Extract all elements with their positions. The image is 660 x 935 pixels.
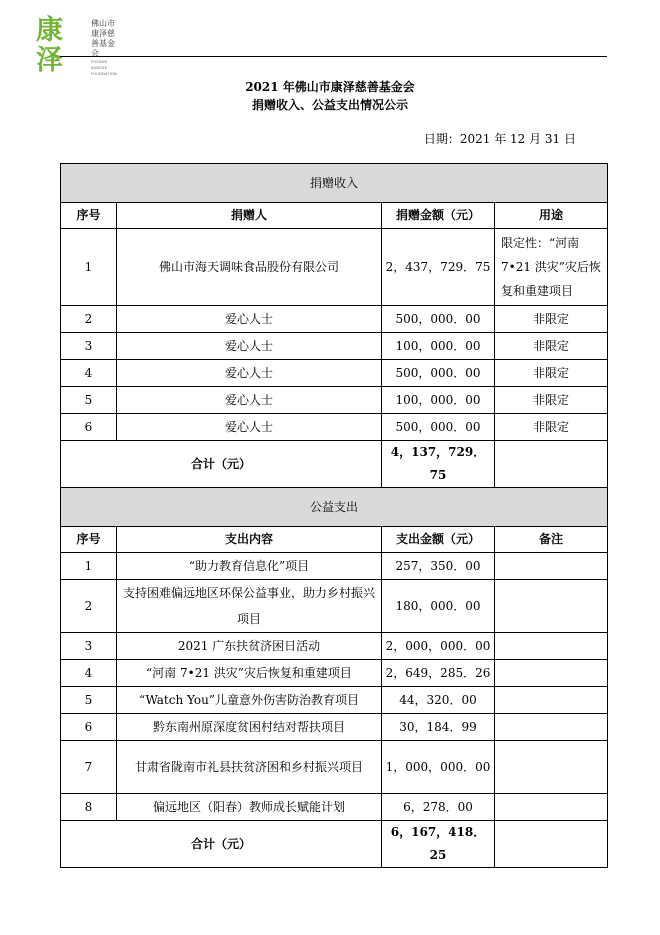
expense-section-row: [61, 488, 608, 527]
donation-amount: 500，000．00: [382, 360, 495, 387]
column-header: 序号: [61, 527, 117, 553]
expense-header-row: [61, 527, 608, 553]
donation-row: [61, 387, 608, 414]
row-number: 3: [61, 633, 117, 660]
donation-amount: 100，000．00: [382, 387, 495, 414]
expense-content: “Watch You”儿童意外伤害防治教育项目: [117, 687, 382, 714]
column-header: 捐赠金额（元）: [382, 203, 495, 229]
expense-amount: 257，350．00: [382, 553, 495, 580]
row-number: 5: [61, 387, 117, 414]
document-subtitle: 捐赠收入、公益支出情况公示: [251, 98, 408, 112]
expense-row: [61, 794, 608, 821]
expense-amount: 6，278．00: [382, 794, 495, 821]
expense-amount: 2，649，285．26: [382, 660, 495, 687]
row-number: 8: [61, 794, 117, 821]
expense-content: “助力教育信息化”项目: [117, 553, 382, 580]
expense-section-title: 公益支出: [61, 488, 608, 527]
donation-purpose: 非限定: [495, 360, 608, 387]
row-number: 4: [61, 360, 117, 387]
row-number: 3: [61, 333, 117, 360]
donation-purpose: 非限定: [495, 387, 608, 414]
expense-total-amount: 6，167，418．25: [382, 821, 495, 868]
donor-name: 爱心人士: [117, 387, 382, 414]
expense-content: 偏远地区（阳春）教师成长赋能计划: [117, 794, 382, 821]
donation-total-row: [61, 441, 608, 488]
donation-header-row: [61, 203, 608, 229]
empty-cell: [495, 441, 608, 488]
donor-name: 爱心人士: [117, 306, 382, 333]
donation-amount: 2，437，729．75: [382, 229, 495, 306]
row-number: 6: [61, 414, 117, 441]
donation-purpose: 非限定: [495, 414, 608, 441]
row-number: 1: [61, 553, 117, 580]
row-number: 1: [61, 229, 117, 306]
row-number: 5: [61, 687, 117, 714]
expense-row: [61, 714, 608, 741]
expense-content: 2021 广东扶贫济困日活动: [117, 633, 382, 660]
donation-amount: 500，000．00: [382, 414, 495, 441]
donor-name: 佛山市海天调味食品股份有限公司: [117, 229, 382, 306]
row-number: 2: [61, 580, 117, 633]
donation-row: [61, 414, 608, 441]
document-title: 2021 年佛山市康泽慈善基金会: [245, 80, 415, 94]
expense-row: [61, 553, 608, 580]
expense-row: [61, 580, 608, 633]
remark-cell: [495, 687, 608, 714]
logo-text: [91, 19, 117, 77]
row-number: 7: [61, 741, 117, 794]
column-header: 用途: [495, 203, 608, 229]
donor-name: 爱心人士: [117, 333, 382, 360]
remark-cell: [495, 714, 608, 741]
expense-amount: 180，000．00: [382, 580, 495, 633]
remark-cell: [495, 633, 608, 660]
remark-cell: [495, 794, 608, 821]
expense-row: [61, 660, 608, 687]
column-header: 备注: [495, 527, 608, 553]
expense-content: “河南 7•21 洪灾”灾后恢复和重建项目: [117, 660, 382, 687]
donation-row: [61, 333, 608, 360]
document-date: 日期：2021 年 12 月 31 日: [423, 132, 576, 146]
column-header: 序号: [61, 203, 117, 229]
expense-row: [61, 687, 608, 714]
expense-content: 支持困难偏远地区环保公益事业，助力乡村振兴项目: [117, 580, 382, 633]
expense-content: 甘肃省陇南市礼县扶贫济困和乡村振兴项目: [117, 741, 382, 794]
row-number: 2: [61, 306, 117, 333]
disclosure-table: [60, 163, 608, 868]
column-header: 支出金额（元）: [382, 527, 495, 553]
donation-row: [61, 306, 608, 333]
remark-cell: [495, 553, 608, 580]
expense-total-row: [61, 821, 608, 868]
remark-cell: [495, 741, 608, 794]
donation-total-label: 合计（元）: [61, 441, 382, 488]
logo-line1: 佛山市: [91, 19, 115, 28]
column-header: 支出内容: [117, 527, 382, 553]
donation-purpose: 非限定: [495, 306, 608, 333]
donor-name: 爱心人士: [117, 360, 382, 387]
logo-mark: 康泽: [36, 15, 62, 76]
donation-row: [61, 229, 608, 306]
expense-amount: 2，000，000．00: [382, 633, 495, 660]
donation-total-amount: 4，137，729．75: [382, 441, 495, 488]
expense-row: [61, 633, 608, 660]
donation-section-title: 捐赠收入: [61, 164, 608, 203]
row-number: 4: [61, 660, 117, 687]
expense-amount: 1，000，000．00: [382, 741, 495, 794]
expense-amount: 30，184．99: [382, 714, 495, 741]
donor-name: 爱心人士: [117, 414, 382, 441]
header-divider: [60, 56, 607, 57]
logo-line3: FOSHAN KANGZE FOUNDATION: [91, 60, 117, 76]
donation-purpose: 限定性：“河南 7•21 洪灾”灾后恢复和重建项目: [495, 229, 608, 306]
remark-cell: [495, 580, 608, 633]
expense-content: 黔东南州原深度贫困村结对帮扶项目: [117, 714, 382, 741]
expense-total-label: 合计（元）: [61, 821, 382, 868]
remark-cell: [495, 660, 608, 687]
logo-line2: 康泽慈善基金会: [91, 29, 115, 58]
empty-cell: [495, 821, 608, 868]
row-number: 6: [61, 714, 117, 741]
donation-amount: 500，000．00: [382, 306, 495, 333]
donation-amount: 100，000．00: [382, 333, 495, 360]
donation-row: [61, 360, 608, 387]
donation-section-row: [61, 164, 608, 203]
expense-row: [61, 741, 608, 794]
column-header: 捐赠人: [117, 203, 382, 229]
donation-purpose: 非限定: [495, 333, 608, 360]
expense-amount: 44，320．00: [382, 687, 495, 714]
